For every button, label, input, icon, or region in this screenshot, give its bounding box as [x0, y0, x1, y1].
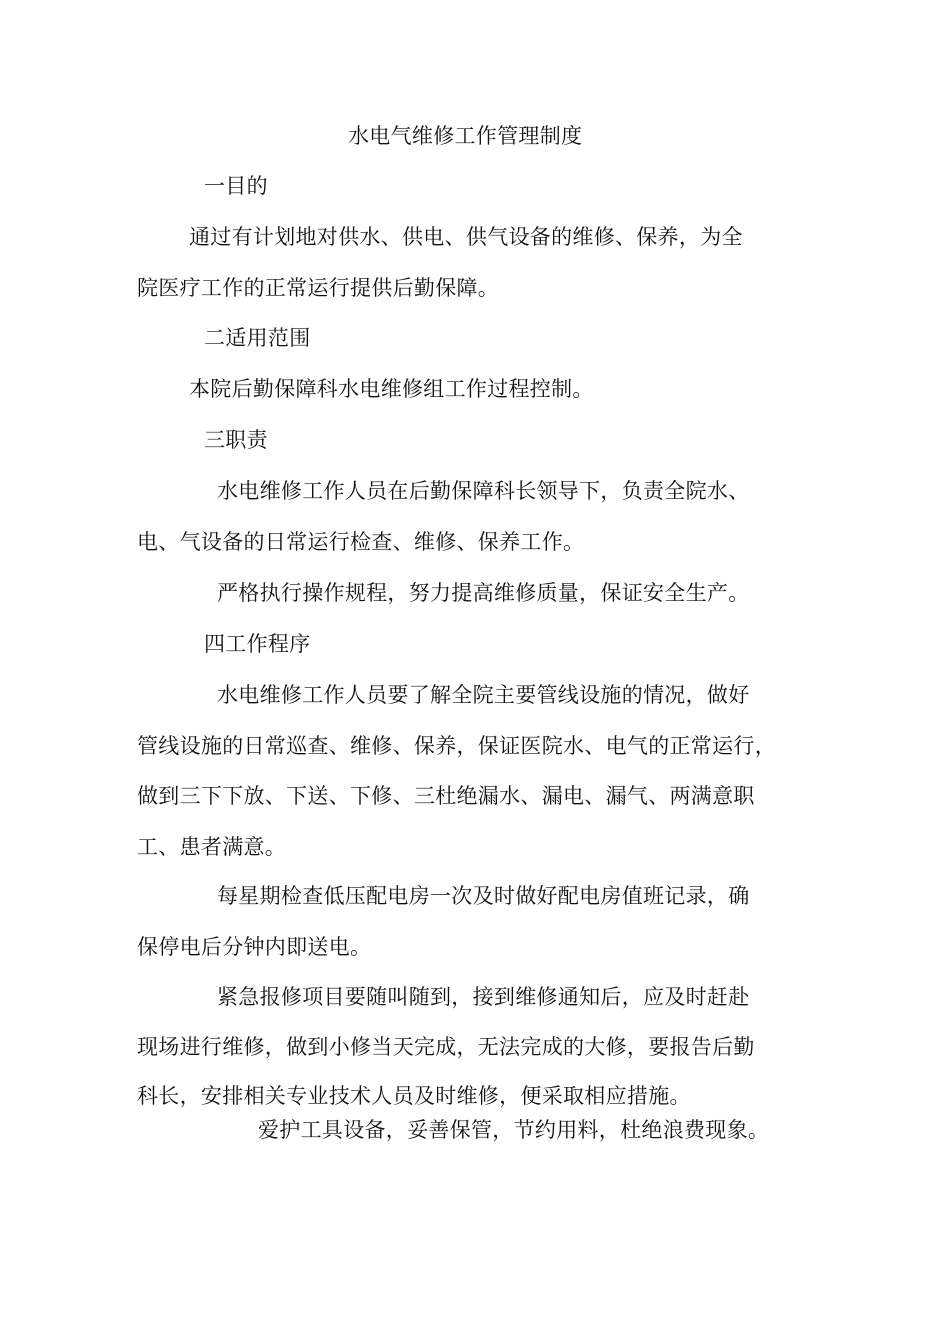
- paragraph-line: 每星期检查低压配电房一次及时做好配电房值班记录，确: [217, 884, 750, 908]
- paragraph-line: 院医疗工作的正常运行提供后勤保障。: [137, 276, 500, 300]
- section-heading-purpose: 一目的: [204, 174, 268, 198]
- section-heading-duties: 三职责: [204, 428, 268, 452]
- paragraph-line: 电、气设备的日常运行检查、维修、保养工作。: [137, 530, 585, 554]
- paragraph-line: 现场进行维修，做到小修当天完成，无法完成的大修，要报告后勤: [137, 1035, 755, 1059]
- paragraph-line: 科长，安排相关专业技术人员及时维修，便采取相应措施。: [137, 1084, 691, 1108]
- paragraph-line: 爱护工具设备，妥善保管，节约用料，杜绝浪费现象。: [258, 1118, 770, 1142]
- document-title: 水电气维修工作管理制度: [348, 124, 583, 148]
- paragraph-line: 管线设施的日常巡查、维修、保养，保证医院水、电气的正常运行，: [137, 734, 776, 758]
- paragraph-line: 通过有计划地对供水、供电、供气设备的维修、保养，为全: [189, 225, 743, 249]
- paragraph-line: 做到三下下放、下送、下修、三杜绝漏水、漏电、漏气、两满意职: [137, 784, 755, 808]
- paragraph-line: 工、患者满意。: [137, 835, 287, 859]
- section-heading-scope: 二适用范围: [204, 326, 311, 350]
- paragraph-line: 本院后勤保障科水电维修组工作过程控制。: [189, 377, 594, 401]
- section-heading-procedure: 四工作程序: [204, 632, 311, 656]
- paragraph-line: 保停电后分钟内即送电。: [137, 935, 372, 959]
- paragraph-line: 水电维修工作人员要了解全院主要管线设施的情况，做好: [217, 683, 750, 707]
- paragraph-line: 水电维修工作人员在后勤保障科长领导下，负责全院水、: [217, 479, 750, 503]
- paragraph-line: 严格执行操作规程，努力提高维修质量，保证安全生产。: [217, 581, 750, 605]
- paragraph-line: 紧急报修项目要随叫随到，接到维修通知后，应及时赶赴: [217, 985, 750, 1009]
